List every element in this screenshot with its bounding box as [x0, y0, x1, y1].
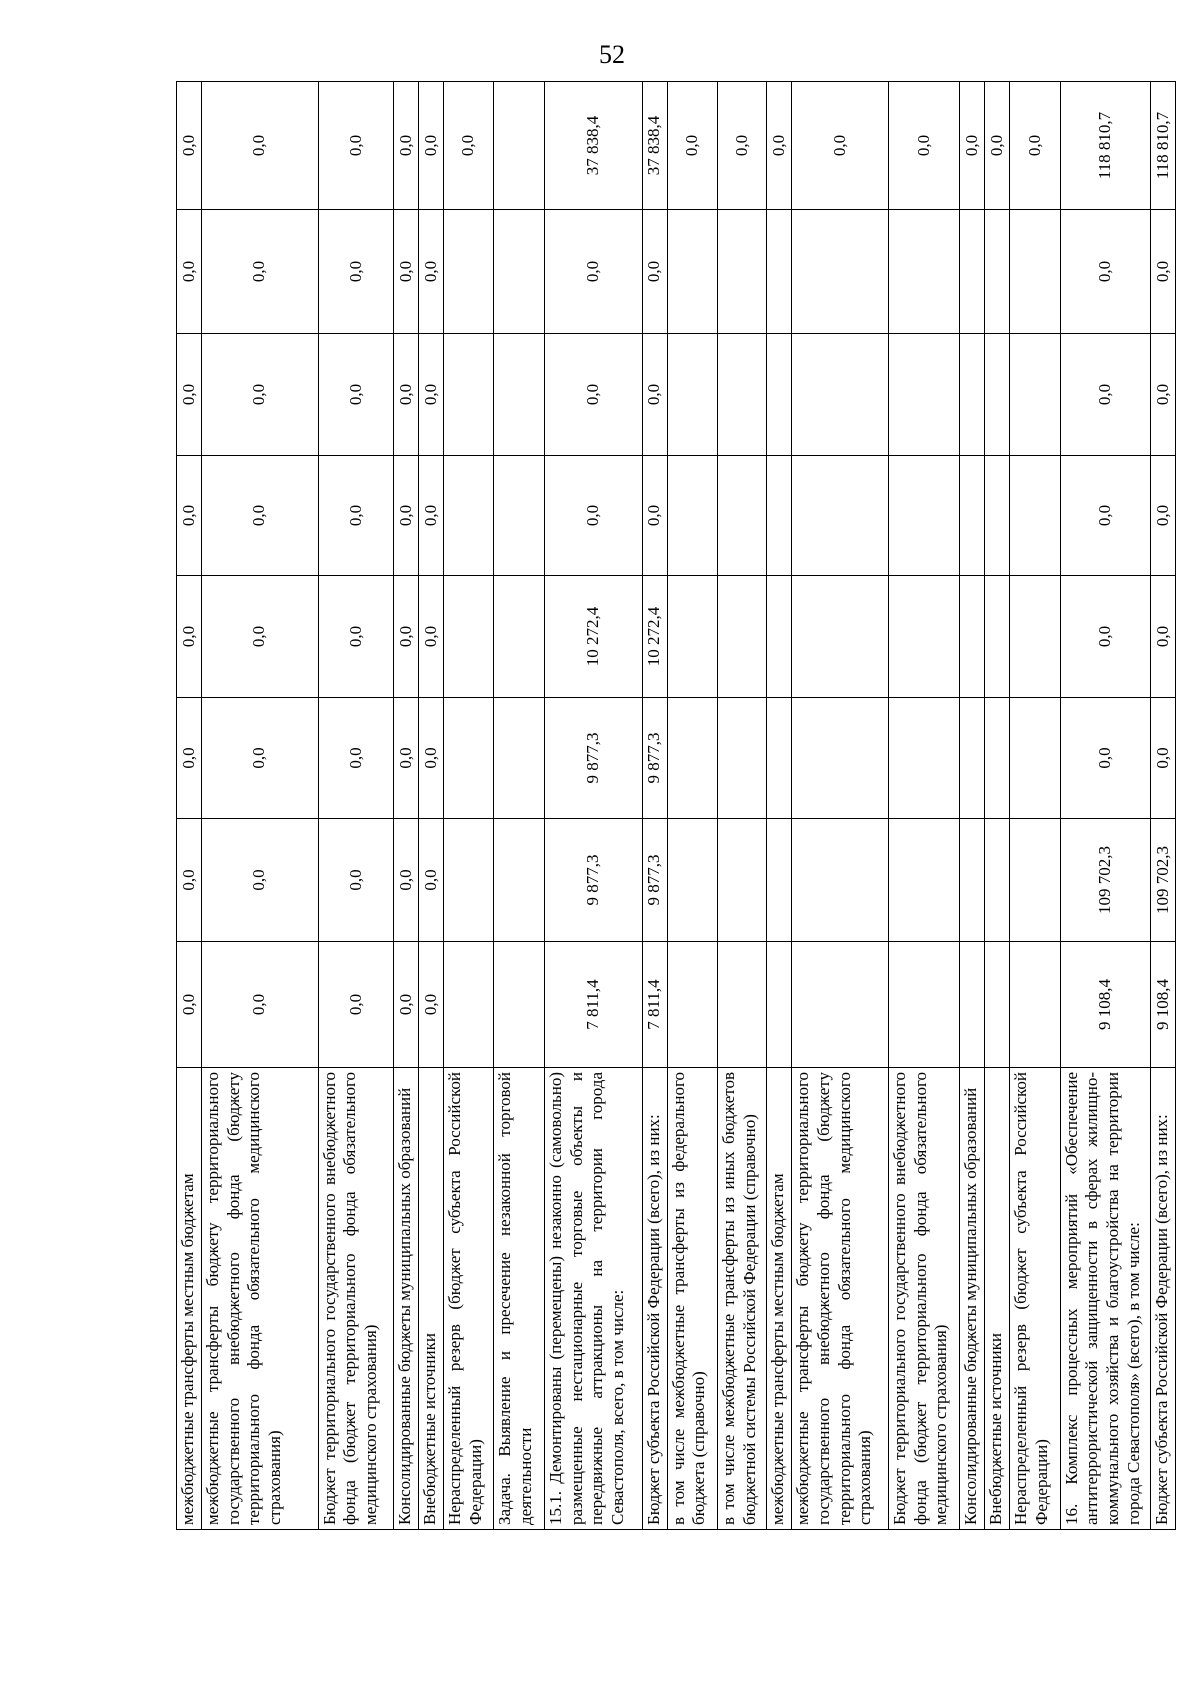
value-cell: 0,0	[544, 210, 642, 334]
table-row	[1150, 82, 1175, 1530]
value-cell: 0,0	[419, 334, 444, 456]
rotated-table-wrapper	[176, 82, 1176, 1530]
table-row	[985, 82, 1010, 1530]
value-cell	[494, 698, 544, 819]
value-cell	[985, 456, 1010, 576]
row-label: межбюджетные трансферты местным бюджетам	[177, 1068, 202, 1530]
value-cell	[960, 576, 985, 698]
value-cell	[767, 942, 792, 1068]
table-row	[177, 82, 202, 1530]
value-cell	[792, 942, 889, 1068]
value-cell	[792, 210, 889, 334]
value-cell: 9 877,3	[642, 698, 667, 819]
value-cell: 0,0	[394, 819, 419, 942]
value-cell	[667, 819, 717, 942]
value-cell: 0,0	[318, 942, 394, 1068]
value-cell: 0,0	[201, 334, 318, 456]
value-cell	[717, 819, 766, 942]
value-cell: 10 272,4	[544, 576, 642, 698]
value-cell	[717, 210, 766, 334]
value-cell	[888, 210, 959, 334]
value-cell	[1010, 334, 1060, 456]
value-cell: 0,0	[642, 334, 667, 456]
row-label: в том числе межбюджетные трансферты из федерального бюджета (справочно)	[667, 1068, 717, 1530]
value-cell	[494, 82, 544, 210]
value-cell: 0,0	[642, 456, 667, 576]
value-cell: 0,0	[177, 456, 202, 576]
row-label: 16. Комплекс процессных мероприятий «Обеспечение антитеррористической защищенности в сферах жилищно-коммунального хозяйства и благоустройства на территории города Севастополя» (всего), в том числе:	[1060, 1068, 1150, 1530]
value-cell: 0,0	[177, 942, 202, 1068]
value-cell: 0,0	[642, 210, 667, 334]
value-cell: 0,0	[960, 82, 985, 210]
value-cell	[888, 819, 959, 942]
value-cell	[667, 210, 717, 334]
value-cell: 0,0	[419, 210, 444, 334]
value-cell: 0,0	[201, 210, 318, 334]
value-cell: 0,0	[201, 819, 318, 942]
table-row	[394, 82, 419, 1530]
value-cell: 0,0	[318, 334, 394, 456]
value-cell	[494, 334, 544, 456]
value-cell: 109 702,3	[1060, 819, 1150, 942]
page-number: 52	[599, 40, 625, 69]
value-cell	[960, 334, 985, 456]
table-row	[1060, 82, 1150, 1530]
value-cell: 37 838,4	[544, 82, 642, 210]
value-cell: 0,0	[1010, 82, 1060, 210]
value-cell	[792, 819, 889, 942]
value-cell: 0,0	[177, 576, 202, 698]
value-cell: 9 108,4	[1150, 942, 1175, 1068]
value-cell: 0,0	[985, 82, 1010, 210]
value-cell: 10 272,4	[642, 576, 667, 698]
value-cell: 0,0	[1150, 576, 1175, 698]
value-cell	[494, 210, 544, 334]
row-label: межбюджетные трансферты бюджету территориального государственного внебюджетного фонда (бюджету территориального фонда обязательного медицинского страхования)	[792, 1068, 889, 1530]
table-row	[960, 82, 985, 1530]
value-cell: 0,0	[419, 942, 444, 1068]
value-cell	[888, 576, 959, 698]
value-cell: 7 811,4	[544, 942, 642, 1068]
value-cell: 0,0	[318, 819, 394, 942]
table-row	[717, 82, 766, 1530]
value-cell: 0,0	[1060, 576, 1150, 698]
value-cell: 0,0	[177, 210, 202, 334]
value-cell	[985, 576, 1010, 698]
row-label: Внебюджетные источники	[419, 1068, 444, 1530]
value-cell: 0,0	[201, 456, 318, 576]
row-label: Внебюджетные источники	[985, 1068, 1010, 1530]
table-row	[444, 82, 494, 1530]
value-cell	[960, 942, 985, 1068]
value-cell: 9 877,3	[544, 698, 642, 819]
value-cell: 0,0	[177, 819, 202, 942]
table-row	[1010, 82, 1060, 1530]
value-cell: 0,0	[767, 82, 792, 210]
table-row	[642, 82, 667, 1530]
value-cell	[792, 576, 889, 698]
value-cell: 0,0	[419, 456, 444, 576]
value-cell: 0,0	[419, 819, 444, 942]
row-label: Консолидированные бюджеты муниципальных образований	[960, 1068, 985, 1530]
value-cell	[792, 698, 889, 819]
value-cell	[494, 456, 544, 576]
value-cell	[717, 698, 766, 819]
value-cell	[888, 942, 959, 1068]
row-label: межбюджетные трансферты бюджету территориального государственного внебюджетного фонда (бюджету территориального фонда обязательного медицинского страхования)	[201, 1068, 318, 1530]
value-cell	[444, 942, 494, 1068]
value-cell	[985, 942, 1010, 1068]
value-cell: 0,0	[318, 210, 394, 334]
value-cell: 9 877,3	[544, 819, 642, 942]
value-cell: 0,0	[1150, 334, 1175, 456]
value-cell	[444, 456, 494, 576]
value-cell: 0,0	[177, 698, 202, 819]
value-cell	[717, 334, 766, 456]
value-cell: 0,0	[318, 82, 394, 210]
value-cell: 118 810,7	[1060, 82, 1150, 210]
value-cell: 0,0	[318, 576, 394, 698]
value-cell: 0,0	[394, 942, 419, 1068]
value-cell	[767, 210, 792, 334]
value-cell	[985, 698, 1010, 819]
value-cell	[444, 819, 494, 942]
value-cell: 0,0	[1150, 698, 1175, 819]
value-cell	[1010, 819, 1060, 942]
value-cell: 9 877,3	[642, 819, 667, 942]
value-cell	[494, 576, 544, 698]
row-label: Бюджет территориального государственного внебюджетного фонда (бюджет территориального фонда обязательного медицинского страхования)	[888, 1068, 959, 1530]
value-cell: 0,0	[717, 82, 766, 210]
row-label: межбюджетные трансферты местным бюджетам	[767, 1068, 792, 1530]
value-cell: 0,0	[792, 82, 889, 210]
value-cell	[444, 210, 494, 334]
value-cell: 0,0	[318, 698, 394, 819]
row-label: Нераспределенный резерв (бюджет субъекта Российской Федерации)	[444, 1068, 494, 1530]
value-cell: 0,0	[201, 942, 318, 1068]
value-cell	[985, 819, 1010, 942]
table-row	[667, 82, 717, 1530]
value-cell: 0,0	[1060, 334, 1150, 456]
value-cell: 0,0	[419, 82, 444, 210]
value-cell: 0,0	[201, 82, 318, 210]
value-cell	[494, 819, 544, 942]
row-label: в том числе межбюджетные трансферты из иных бюджетов бюджетной системы Российской Федерации (справочно)	[717, 1068, 766, 1530]
value-cell	[667, 334, 717, 456]
value-cell: 118 810,7	[1150, 82, 1175, 210]
row-label: Бюджет территориального государственного внебюджетного фонда (бюджет территориального фонда обязательного медицинского страхования)	[318, 1068, 394, 1530]
value-cell	[494, 942, 544, 1068]
value-cell	[985, 210, 1010, 334]
value-cell: 0,0	[394, 698, 419, 819]
value-cell	[792, 456, 889, 576]
value-cell: 0,0	[177, 334, 202, 456]
value-cell	[792, 334, 889, 456]
value-cell	[888, 456, 959, 576]
value-cell	[767, 819, 792, 942]
value-cell: 0,0	[419, 698, 444, 819]
value-cell	[767, 698, 792, 819]
value-cell: 0,0	[394, 456, 419, 576]
value-cell	[717, 576, 766, 698]
value-cell: 9 108,4	[1060, 942, 1150, 1068]
budget-table	[176, 81, 1176, 1530]
value-cell: 0,0	[201, 576, 318, 698]
value-cell	[888, 334, 959, 456]
table-row	[201, 82, 318, 1530]
value-cell	[960, 210, 985, 334]
value-cell: 0,0	[444, 82, 494, 210]
row-label: Бюджет субъекта Российской Федерации (всего), из них:	[642, 1068, 667, 1530]
table-row	[767, 82, 792, 1530]
value-cell	[667, 942, 717, 1068]
value-cell	[1010, 942, 1060, 1068]
table-row	[419, 82, 444, 1530]
value-cell	[667, 456, 717, 576]
value-cell: 37 838,4	[642, 82, 667, 210]
value-cell: 0,0	[394, 576, 419, 698]
value-cell	[1010, 456, 1060, 576]
row-label: Нераспределенный резерв (бюджет субъекта Российской Федерации)	[1010, 1068, 1060, 1530]
value-cell	[667, 698, 717, 819]
value-cell: 0,0	[1060, 698, 1150, 819]
value-cell	[888, 698, 959, 819]
value-cell: 0,0	[177, 82, 202, 210]
value-cell	[717, 942, 766, 1068]
row-label: 15.1. Демонтированы (перемещены) незаконно (самовольно) размещенные нестационарные торговые объекты и передвижные аттракционы на территории города Севастополя, всего, в том числе:	[544, 1068, 642, 1530]
value-cell: 0,0	[201, 698, 318, 819]
table-row	[318, 82, 394, 1530]
value-cell: 0,0	[1060, 456, 1150, 576]
value-cell: 0,0	[667, 82, 717, 210]
value-cell: 0,0	[544, 334, 642, 456]
value-cell	[444, 576, 494, 698]
value-cell	[1010, 698, 1060, 819]
value-cell	[985, 334, 1010, 456]
value-cell: 7 811,4	[642, 942, 667, 1068]
table-body	[177, 82, 1176, 1530]
value-cell: 0,0	[544, 456, 642, 576]
row-label: Бюджет субъекта Российской Федерации (всего), из них:	[1150, 1068, 1175, 1530]
value-cell	[767, 576, 792, 698]
value-cell: 0,0	[1060, 210, 1150, 334]
value-cell: 0,0	[318, 456, 394, 576]
table-row	[888, 82, 959, 1530]
value-cell	[767, 456, 792, 576]
value-cell	[1010, 576, 1060, 698]
value-cell	[960, 456, 985, 576]
value-cell	[960, 819, 985, 942]
value-cell: 0,0	[1150, 210, 1175, 334]
value-cell: 109 702,3	[1150, 819, 1175, 942]
table-row	[544, 82, 642, 1530]
value-cell: 0,0	[394, 334, 419, 456]
value-cell	[444, 334, 494, 456]
value-cell	[444, 698, 494, 819]
value-cell: 0,0	[888, 82, 959, 210]
value-cell: 0,0	[394, 210, 419, 334]
row-label: Задача. Выявление и пресечение незаконной торговой деятельности	[494, 1068, 544, 1530]
value-cell	[717, 456, 766, 576]
value-cell: 0,0	[394, 82, 419, 210]
row-label: Консолидированные бюджеты муниципальных образований	[394, 1068, 419, 1530]
value-cell: 0,0	[419, 576, 444, 698]
value-cell	[667, 576, 717, 698]
value-cell	[767, 334, 792, 456]
table-row	[494, 82, 544, 1530]
value-cell	[960, 698, 985, 819]
table-row	[792, 82, 889, 1530]
value-cell: 0,0	[1150, 456, 1175, 576]
value-cell	[1010, 210, 1060, 334]
